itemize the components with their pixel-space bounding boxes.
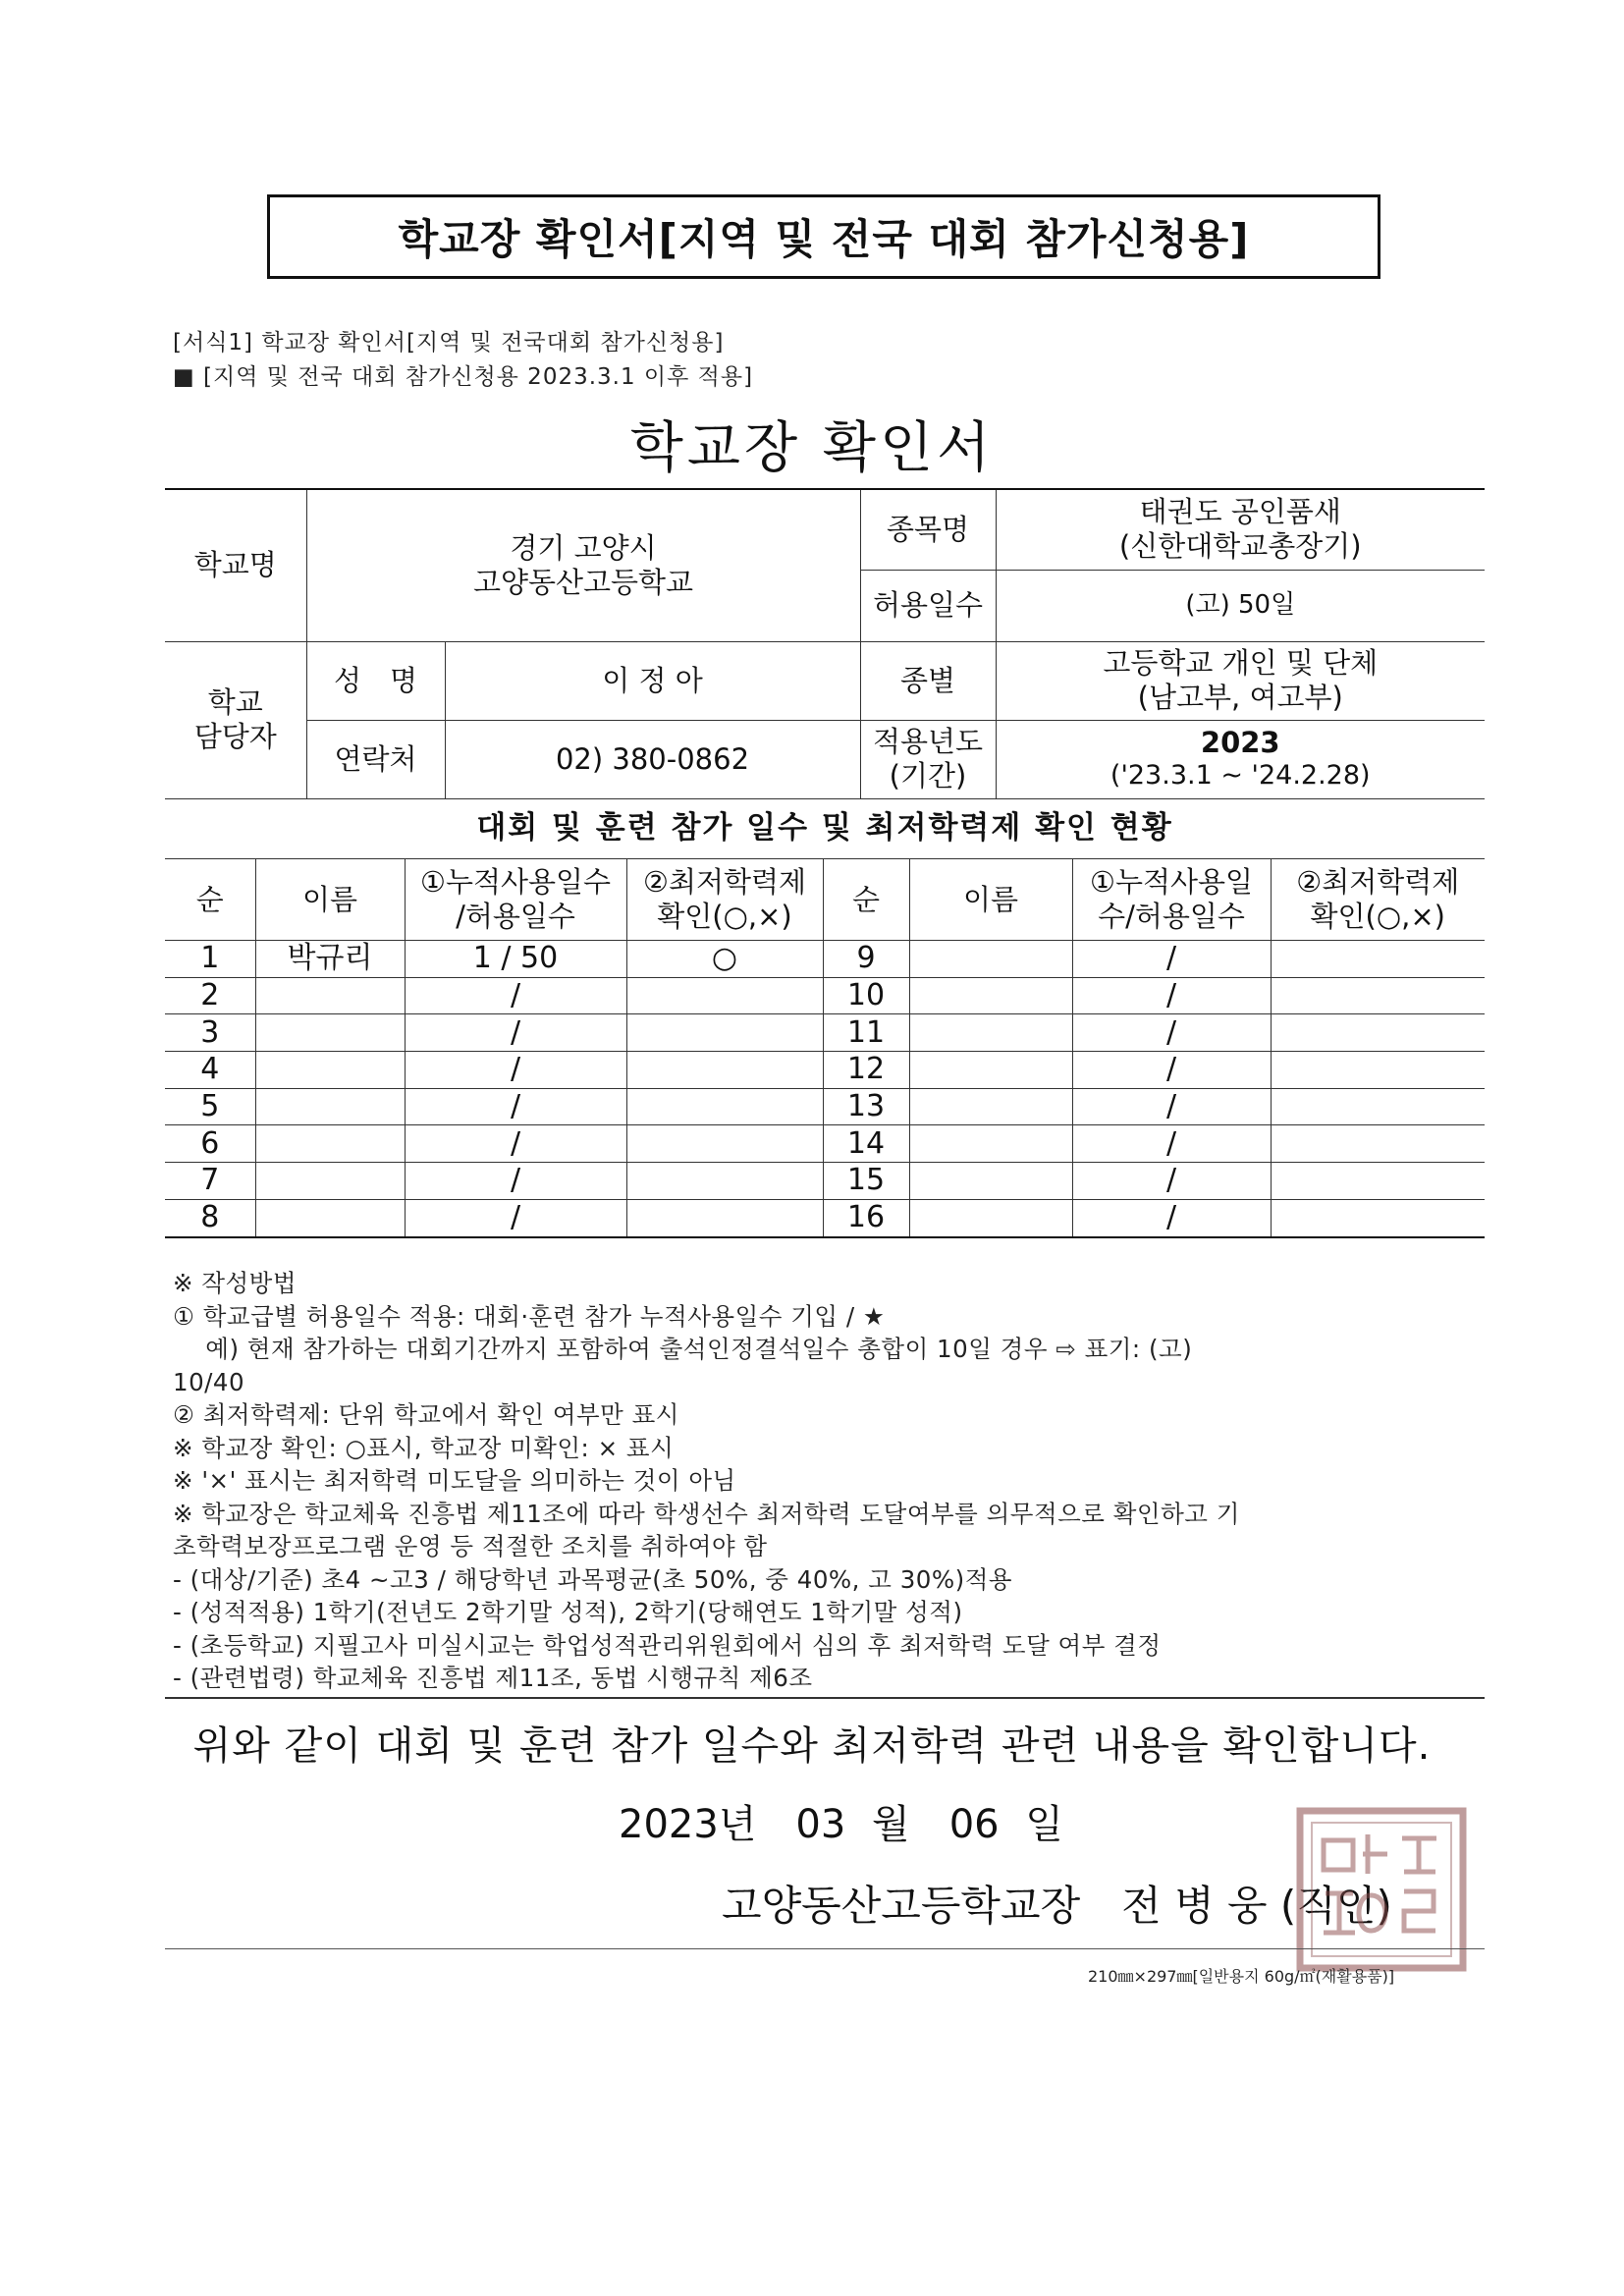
category-label: 종별 [860,641,996,720]
row-min [1271,1125,1485,1163]
table-row [165,1163,1485,1200]
footer-rule [165,1948,1485,1949]
banner-title: 학교장 확인서[지역 및 전국 대회 참가신청용] [267,194,1380,279]
header-min-left: ②최저학력제 확인(○,×) [626,859,823,941]
manager-label: 학교 담당자 [165,641,306,798]
event-value: 태권도 공인품새 (신한대학교총장기) [996,489,1485,570]
header-min-right: ②최저학력제 확인(○,×) [1271,859,1485,941]
row-no: 3 [165,1014,255,1052]
header-no-left: 순 [165,859,255,941]
table-row [165,1125,1485,1163]
note-line: ① 학교급별 허용일수 적용: 대회·훈련 참가 누적사용일수 기입 / ★ [173,1301,886,1331]
header-no-right: 순 [823,859,909,941]
header-name-left: 이름 [255,859,405,941]
row-min [1271,977,1485,1014]
row-min [626,1163,823,1200]
row-days: / [405,1199,626,1236]
confirmation-statement: 위와 같이 대회 및 훈련 참가 일수와 최저학력 관련 내용을 확인합니다. [192,1723,1432,1769]
header-name-right: 이름 [909,859,1072,941]
row-no: 15 [823,1163,909,1200]
row-min: ○ [626,941,823,978]
table-row [165,1052,1485,1089]
row-no: 10 [823,977,909,1014]
row-no: 5 [165,1088,255,1125]
row-name [255,977,405,1014]
row-min [1271,1088,1485,1125]
divider [165,1697,1485,1699]
row-name [909,1125,1072,1163]
issue-date: 2023년 03 월 06 일 [619,1802,1063,1847]
row-days: / [1072,977,1271,1014]
note-line: - (대상/기준) 초4 ~고3 / 해당학년 과목평균(초 50%, 중 40%, 고 30%)적용 [173,1564,1013,1594]
row-no: 13 [823,1088,909,1125]
row-days: / [405,1052,626,1089]
event-label: 종목명 [860,489,996,570]
header-days-right: ①누적사용일 수/허용일수 [1072,859,1271,941]
note-line: - (성적적용) 1학기(전년도 2학기말 성적), 2학기(당해연도 1학기말 성적) [173,1598,963,1626]
note-line: ※ '×' 표시는 최저학력 미도달을 의미하는 것이 아님 [173,1466,736,1495]
row-name [909,941,1072,978]
school-name-label: 학교명 [165,489,306,641]
row-no: 16 [823,1199,909,1236]
row-no: 6 [165,1125,255,1163]
header-days-left: ①누적사용일수 /허용일수 [405,859,626,941]
year-value: 2023 ('23.3.1 ~ '24.2.28) [996,720,1485,798]
row-name [909,1163,1072,1200]
row-name [255,1088,405,1125]
year-label: 적용년도 (기간) [860,720,996,798]
paper-spec: 210㎜×297㎜[일반용지 60g/㎡(재활용품)] [1088,1967,1395,1986]
table-row [165,1014,1485,1052]
signer: 고양동산고등학교장 전 병 웅 (직인) [722,1882,1392,1930]
section-title: 대회 및 훈련 참가 일수 및 최저학력제 확인 현황 [165,798,1485,858]
row-days: 1 / 50 [405,941,626,978]
row-min [626,1088,823,1125]
contact-label: 연락처 [306,720,445,798]
row-no: 1 [165,941,255,978]
row-min [1271,1163,1485,1200]
table-row [165,1199,1485,1236]
row-name [255,1199,405,1236]
allowed-days-label: 허용일수 [860,570,996,641]
note-line: 초학력보장프로그램 운영 등 적절한 조치를 취하여야 함 [173,1532,768,1560]
row-no: 12 [823,1052,909,1089]
row-name [909,977,1072,1014]
note-line: ② 최저학력제: 단위 학교에서 확인 여부만 표시 [173,1400,679,1429]
row-name [255,1052,405,1089]
allowed-days-value: (고) 50일 [996,570,1485,641]
row-days: / [1072,1088,1271,1125]
row-no: 2 [165,977,255,1014]
school-name-value: 경기 고양시 고양동산고등학교 [306,489,860,641]
row-days: / [405,977,626,1014]
row-no: 8 [165,1199,255,1236]
name-value: 이 정 아 [445,641,860,720]
row-min [626,1052,823,1089]
row-name: 박규리 [255,941,405,978]
category-value: 고등학교 개인 및 단체 (남고부, 여고부) [996,641,1485,720]
row-min [1271,1014,1485,1052]
row-days: / [1072,1052,1271,1089]
row-name [255,1014,405,1052]
contact-value: 02) 380-0862 [445,720,860,798]
row-days: / [405,1125,626,1163]
row-no: 14 [823,1125,909,1163]
row-days: / [1072,941,1271,978]
note-line: ※ 작성방법 [173,1269,297,1297]
row-name [909,1014,1072,1052]
row-no: 4 [165,1052,255,1089]
table-row [165,941,1485,978]
note-line: 예) 현재 참가하는 대회기간까지 포함하여 출석인정결석일수 총합이 10일 경우 ⇨ 표기: (고) [173,1335,1193,1363]
row-days: / [1072,1199,1271,1236]
instructions [173,1267,1484,1695]
row-days: / [405,1163,626,1200]
row-min [1271,1199,1485,1236]
form-label: [서식1] 학교장 확인서[지역 및 전국대회 참가신청용] [173,330,725,355]
note-line: - (초등학교) 지필고사 미실시교는 학업성적관리위원회에서 심의 후 최저학력 도달 여부 결정 [173,1630,1162,1660]
row-min [626,1199,823,1236]
note-line: ※ 학교장 확인: ○표시, 학교장 미확인: × 표시 [173,1433,675,1462]
row-name [255,1163,405,1200]
row-no: 7 [165,1163,255,1200]
participation-table [165,858,1485,1238]
row-min [626,1125,823,1163]
row-min [1271,941,1485,978]
row-name [255,1125,405,1163]
row-no: 9 [823,941,909,978]
table-row [165,1088,1485,1125]
info-table [165,488,1485,859]
table-row [165,977,1485,1014]
row-min [626,977,823,1014]
row-min [1271,1052,1485,1089]
main-title: 학교장 확인서 [629,416,995,480]
note-line: - (관련법령) 학교체육 진흥법 제11조, 동법 시행규칙 제6조 [173,1664,813,1692]
row-days: / [405,1014,626,1052]
row-days: / [1072,1163,1271,1200]
row-days: / [1072,1125,1271,1163]
row-no: 11 [823,1014,909,1052]
row-days: / [1072,1014,1271,1052]
row-name [909,1052,1072,1089]
row-name [909,1199,1072,1236]
note-line: 10/40 [173,1367,245,1396]
name-label: 성 명 [306,641,445,720]
note-line: ※ 학교장은 학교체육 진흥법 제11조에 따라 학생선수 최저학력 도달여부를 의무적으로 확인하고 기 [173,1499,1240,1528]
row-min [626,1014,823,1052]
applicability-note: ■ [지역 및 전국 대회 참가신청용 2023.3.1 이후 적용] [173,364,754,390]
row-days: / [405,1088,626,1125]
row-name [909,1088,1072,1125]
